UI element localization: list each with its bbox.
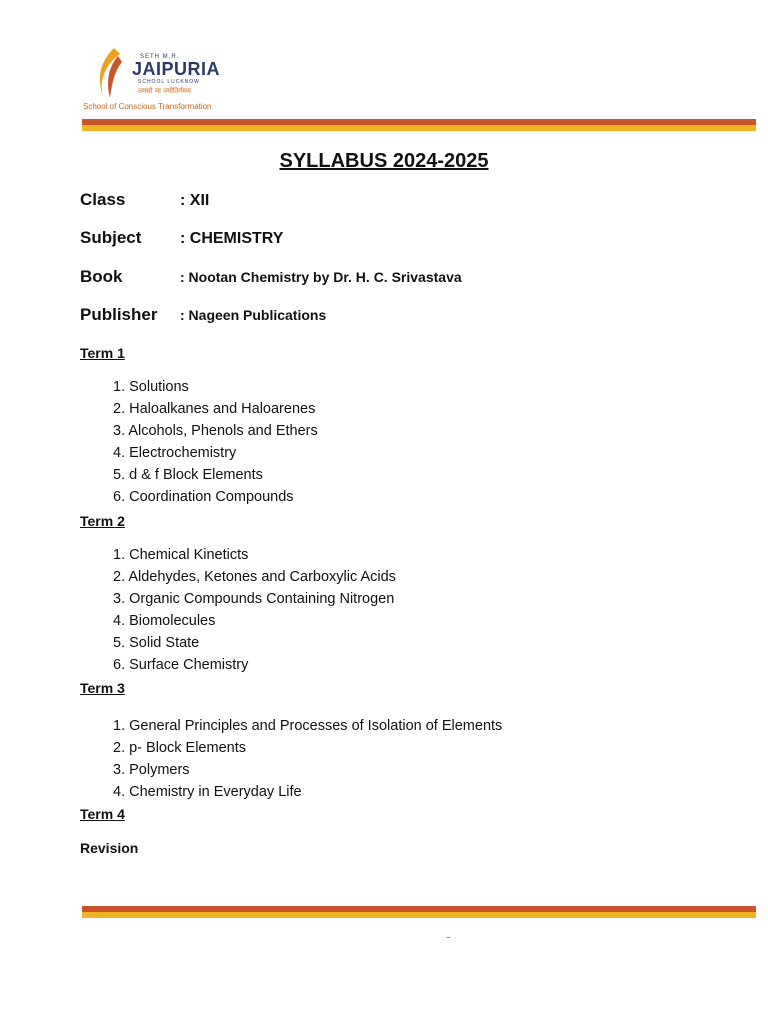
header-divider bbox=[82, 119, 756, 131]
list-item: 3. Alcohols, Phenols and Ethers bbox=[113, 423, 318, 439]
list-item: 5. d & f Block Elements bbox=[113, 467, 263, 483]
header-divider-yellow bbox=[82, 125, 756, 131]
logo-hindi-motto: तमसो मा ज्योतिर्गमय bbox=[138, 87, 192, 95]
logo-sub: SCHOOL LUCKNOW bbox=[138, 79, 200, 85]
class-row bbox=[80, 190, 209, 210]
footer-mark: – bbox=[446, 932, 451, 943]
book-row bbox=[80, 267, 462, 287]
list-item: 4. Chemistry in Everyday Life bbox=[113, 784, 302, 800]
book-label: Book bbox=[80, 267, 123, 286]
list-item: 1. Solutions bbox=[113, 379, 189, 395]
list-item: 4. Biomolecules bbox=[113, 613, 216, 629]
list-item: 5. Solid State bbox=[113, 635, 200, 651]
logo-tagline: School of Conscious Transformation bbox=[83, 102, 212, 111]
publisher-row bbox=[80, 305, 326, 325]
footer-divider bbox=[82, 906, 756, 918]
subject-row bbox=[80, 228, 283, 248]
list-item: 1. General Principles and Processes of Isolation of Elements bbox=[113, 718, 503, 734]
term-1-heading: Term 1 bbox=[80, 345, 125, 361]
footer-divider-yellow bbox=[82, 912, 756, 918]
page-title: SYLLABUS 2024-2025 bbox=[279, 150, 489, 172]
term-2-heading: Term 2 bbox=[80, 513, 125, 529]
publisher-label: Publisher bbox=[80, 305, 158, 324]
list-item: 6. Surface Chemistry bbox=[113, 657, 249, 673]
term-4-heading: Term 4 bbox=[80, 806, 125, 822]
class-label: Class bbox=[80, 190, 126, 209]
list-item: 2. Haloalkanes and Haloarenes bbox=[113, 401, 316, 417]
list-item: 2. p- Block Elements bbox=[113, 740, 246, 756]
revision-text: Revision bbox=[80, 840, 139, 856]
term-3-list bbox=[113, 715, 502, 803]
logo-top-text: SETH M.R. bbox=[140, 54, 180, 60]
subject-label: Subject bbox=[80, 228, 142, 247]
term-1-list bbox=[113, 376, 318, 508]
list-item: 2. Aldehydes, Ketones and Carboxylic Acids bbox=[113, 569, 396, 585]
term-2-list bbox=[113, 544, 396, 676]
list-item: 3. Polymers bbox=[113, 762, 190, 778]
list-item: 1. Chemical Kineticts bbox=[113, 547, 249, 563]
school-logo bbox=[80, 48, 220, 118]
publisher-value: : Nageen Publications bbox=[180, 307, 327, 323]
term-3-heading: Term 3 bbox=[80, 680, 125, 696]
list-item: 3. Organic Compounds Containing Nitrogen bbox=[113, 591, 395, 607]
list-item: 4. Electrochemistry bbox=[113, 445, 237, 461]
list-item: 6. Coordination Compounds bbox=[113, 489, 294, 505]
class-value: : XII bbox=[180, 192, 210, 209]
book-value: : Nootan Chemistry by Dr. H. C. Srivastava bbox=[180, 269, 462, 285]
flame-logo-icon bbox=[94, 48, 122, 102]
logo-brand: JAIPURIA bbox=[132, 59, 221, 79]
subject-value: : CHEMISTRY bbox=[180, 230, 284, 247]
